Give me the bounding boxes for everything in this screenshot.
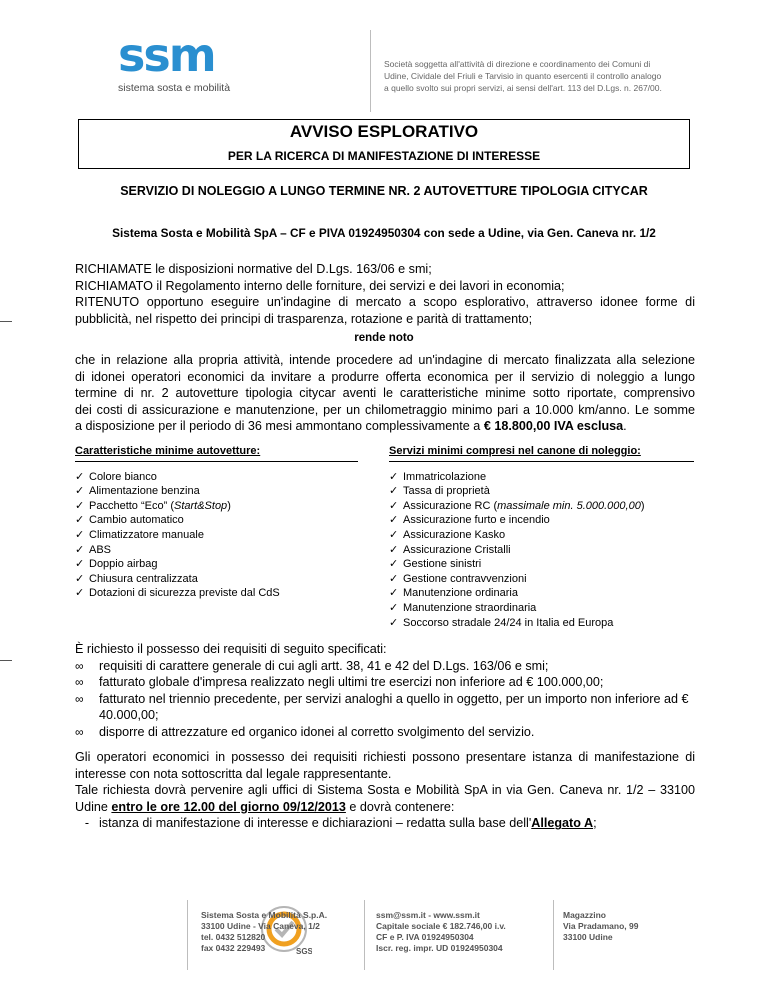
page-title: AVVISO ESPLORATIVO bbox=[289, 122, 479, 141]
service-item bbox=[389, 470, 699, 485]
cert-label: SGS bbox=[296, 947, 312, 956]
closing-line: Gli operatori economici in possesso dei requisiti richiesti possono presentare istanza di manifestazione di bbox=[75, 750, 695, 764]
checkmark-icon: ✓ bbox=[75, 528, 85, 541]
footer-text: Via Pradamano, 99 bbox=[563, 921, 639, 931]
service-item bbox=[389, 513, 699, 528]
infinity-bullet-icon: ∞ bbox=[75, 675, 84, 690]
feature-label: Doppio airbag bbox=[89, 558, 158, 571]
logo-tagline: sistema sosta e mobilità bbox=[118, 82, 231, 94]
service-label: Manutenzione straordinaria bbox=[403, 601, 537, 614]
checkmark-icon: ✓ bbox=[389, 470, 399, 483]
checkmark-icon: ✓ bbox=[75, 470, 85, 483]
footer-text: CF e P. IVA 01924950304 bbox=[376, 932, 474, 942]
body-line: che in relazione alla propria attività, intende procedere ad un'indagine di mercato finalizzata alla selezione bbox=[75, 353, 695, 367]
closing-paragraph bbox=[75, 749, 695, 832]
requirement-text: requisiti di carattere generale di cui agli artt. 38, 41 e 42 del D.Lgs. 163/06 e smi; bbox=[99, 658, 549, 673]
footer-text: tel. 0432 512820 bbox=[201, 932, 266, 942]
footer-text: 33100 Udine bbox=[563, 932, 613, 942]
checkmark-icon: ✓ bbox=[389, 514, 399, 527]
rende-noto: rende noto bbox=[354, 332, 414, 344]
feature-label: Colore bianco bbox=[89, 470, 157, 483]
service-item bbox=[389, 586, 699, 601]
service-label: Manutenzione ordinaria bbox=[403, 587, 518, 600]
service-label: Assicurazione Cristalli bbox=[403, 543, 511, 556]
requirement-item bbox=[75, 658, 695, 675]
footer-divider bbox=[364, 900, 365, 970]
requirements-intro: È richiesto il possesso dei requisiti di seguito specificati: bbox=[75, 642, 387, 656]
infinity-bullet-icon: ∞ bbox=[75, 691, 84, 706]
checkmark-icon: ✓ bbox=[389, 587, 399, 600]
margin-mark bbox=[0, 660, 12, 661]
service-item bbox=[389, 484, 699, 499]
annex-reference: Allegato A bbox=[531, 816, 594, 831]
closing-text: ; bbox=[593, 816, 597, 831]
feature-text-italic: Start&Stop bbox=[173, 499, 228, 512]
requirement-item bbox=[75, 691, 695, 724]
checkmark-icon: ✓ bbox=[75, 587, 85, 600]
features-rule bbox=[75, 461, 358, 462]
footer-text: Sistema Sosta e Mobilità S.p.A. bbox=[201, 910, 328, 920]
checkmark-icon: ✓ bbox=[75, 558, 85, 571]
checkmark-icon: ✓ bbox=[389, 543, 399, 556]
body-line bbox=[75, 418, 695, 435]
preamble-line: RICHIAMATO il Regolamento interno delle forniture, dei servizi e dei lavori in economia; bbox=[75, 278, 565, 293]
total-amount: € 18.800,00 IVA esclusa bbox=[483, 419, 624, 434]
service-text: ) bbox=[640, 499, 645, 512]
footer-text: Iscr. reg. impr. UD 01924950304 bbox=[376, 943, 503, 953]
checkmark-icon: ✓ bbox=[389, 616, 399, 629]
logo-wordmark: ssm bbox=[118, 28, 215, 82]
body-line: dei costi di assicurazione e manutenzione, per un chilometraggio minimo pari a 10.000 km/anno. Le somme bbox=[75, 402, 695, 417]
service-item bbox=[389, 499, 699, 514]
checkmark-icon: ✓ bbox=[389, 601, 399, 614]
infinity-bullet-icon: ∞ bbox=[75, 658, 84, 673]
requirement-text: fatturato nel triennio precedente, per servizi analoghi a quello in oggetto, per un importo non inferiore ad € 40.000,00; bbox=[99, 691, 689, 723]
body-paragraph bbox=[75, 352, 695, 435]
feature-item bbox=[75, 557, 365, 572]
service-title: SERVIZIO DI NOLEGGIO A LUNGO TERMINE NR. 2 AUTOVETTURE TIPOLOGIA CITYCAR bbox=[120, 184, 648, 198]
body-line: di idonei operatori economici da invitare a produrre offerta economica per il servizio di noleggio a lungo bbox=[75, 369, 695, 384]
footer-contacts bbox=[376, 910, 506, 954]
deadline: entro le ore 12.00 del giorno 09/12/2013 bbox=[111, 799, 346, 814]
body-line: termine di nr. 2 autovetture tipologia citycar aventi le caratteristiche minime sotto riportate, comprensivo bbox=[75, 386, 695, 401]
service-item bbox=[389, 528, 699, 543]
feature-label: Dotazioni di sicurezza previste dal CdS bbox=[89, 587, 280, 600]
services-rule bbox=[389, 461, 694, 462]
checkmark-icon: ✓ bbox=[389, 499, 399, 512]
feature-label bbox=[89, 499, 231, 514]
feature-label: Chiusura centralizzata bbox=[89, 572, 198, 585]
checkmark-icon: ✓ bbox=[75, 572, 85, 585]
checkmark-icon: ✓ bbox=[389, 485, 399, 498]
service-text: Assicurazione RC ( bbox=[403, 499, 498, 512]
header-divider bbox=[370, 30, 371, 112]
requirement-item bbox=[75, 724, 695, 741]
page-subtitle: PER LA RICERCA DI MANIFESTAZIONE DI INTERESSE bbox=[227, 149, 541, 163]
feature-item bbox=[75, 572, 365, 587]
preamble-line: RICHIAMATE le disposizioni normative del D.Lgs. 163/06 e smi; bbox=[75, 262, 432, 276]
requirements bbox=[75, 641, 695, 741]
feature-text: ) bbox=[227, 499, 231, 512]
header-note-line: Udine, Cividale del Friuli e Tarvisio in quanto esercenti il controllo analogo bbox=[384, 71, 662, 81]
services-column bbox=[389, 444, 699, 630]
preamble bbox=[75, 261, 695, 327]
features-heading: Caratteristiche minime autovetture: bbox=[75, 445, 261, 457]
footer-warehouse bbox=[563, 910, 638, 943]
service-label bbox=[403, 499, 645, 514]
service-label: Gestione contravvenzioni bbox=[403, 572, 527, 585]
service-label: Gestione sinistri bbox=[403, 558, 482, 571]
company-logo bbox=[112, 28, 232, 98]
footer-text: fax 0432 229493 bbox=[201, 943, 266, 953]
service-item bbox=[389, 616, 699, 631]
checkmark-icon: ✓ bbox=[75, 543, 85, 556]
body-text: a disposizione per il periodo di 36 mesi ammontano complessivamente a bbox=[75, 419, 484, 434]
service-label: Immatricolazione bbox=[403, 470, 487, 483]
service-text-italic: massimale min. 5.000.000,00 bbox=[497, 499, 641, 512]
closing-text: istanza di manifestazione di interesse e dichiarazioni – redatta sulla base dell' bbox=[99, 816, 532, 831]
feature-label: ABS bbox=[89, 543, 112, 556]
feature-label: Cambio automatico bbox=[89, 514, 184, 527]
header-legal-note bbox=[384, 58, 684, 94]
closing-line: interesse con nota sottoscritta dal legale rappresentante. bbox=[75, 766, 392, 781]
feature-item bbox=[75, 499, 365, 514]
closing-line bbox=[75, 815, 695, 832]
service-item bbox=[389, 557, 699, 572]
service-label: Assicurazione furto e incendio bbox=[403, 514, 550, 527]
title-box bbox=[78, 119, 690, 169]
closing-text: Udine bbox=[75, 799, 112, 814]
requirement-text: fatturato globale d'impresa realizzato negli ultimi tre esercizi non inferiore ad € 100.000,00; bbox=[99, 675, 604, 690]
header-note-line: Società soggetta all'attività di direzione e coordinamento dei Comuni di bbox=[384, 59, 651, 69]
checkmark-icon: ✓ bbox=[389, 528, 399, 541]
body-text: . bbox=[623, 419, 627, 434]
checkmark-icon: ✓ bbox=[75, 485, 85, 498]
footer-text: ssm@ssm.it - www.ssm.it bbox=[376, 910, 480, 920]
footer-text: Capitale sociale € 182.746,00 i.v. bbox=[376, 921, 506, 931]
feature-item bbox=[75, 586, 365, 601]
service-item bbox=[389, 572, 699, 587]
checkmark-icon: ✓ bbox=[75, 514, 85, 527]
service-label: Soccorso stradale 24/24 in Italia ed Europa bbox=[403, 616, 614, 629]
footer-company bbox=[201, 910, 327, 954]
closing-line: Tale richiesta dovrà pervenire agli uffici di Sistema Sosta e Mobilità SpA in via Gen. Caneva nr. 1/2 – 33100 bbox=[75, 783, 695, 798]
features-column bbox=[75, 444, 365, 601]
service-item bbox=[389, 543, 699, 558]
header-note-line: a quello svolto sui propri servizi, ai sensi dell'art. 113 del D.Lgs. n. 267/00. bbox=[384, 83, 662, 93]
service-label: Tassa di proprietà bbox=[403, 485, 490, 498]
service-item bbox=[389, 601, 699, 616]
feature-label: Climatizzatore manuale bbox=[89, 528, 204, 541]
dash-bullet: - bbox=[84, 816, 90, 831]
footer-divider bbox=[553, 900, 554, 970]
feature-item bbox=[75, 528, 365, 543]
preamble-line: pubblicità, nel rispetto dei principi di trasparenza, rotazione e parità di trattamento; bbox=[75, 311, 533, 326]
requirement-text: disporre di attrezzature ed organico idonei al corretto svolgimento del servizio. bbox=[99, 724, 535, 739]
checkmark-icon: ✓ bbox=[75, 499, 85, 512]
preamble-line: RITENUTO opportuno eseguire un'indagine di mercato a scopo esplorativo, attraverso idonee forme di bbox=[75, 295, 695, 310]
company-line: Sistema Sosta e Mobilità SpA – CF e PIVA 01924950304 con sede a Udine, via Gen. Caneva nr. 1/2 bbox=[112, 226, 656, 240]
feature-label: Alimentazione benzina bbox=[89, 485, 200, 498]
checkmark-icon: ✓ bbox=[389, 558, 399, 571]
margin-mark bbox=[0, 321, 12, 322]
feature-item bbox=[75, 484, 365, 499]
feature-text: Pacchetto “Eco” ( bbox=[89, 499, 174, 512]
footer-text: 33100 Udine - Via Caneva, 1/2 bbox=[201, 921, 320, 931]
services-heading: Servizi minimi compresi nel canone di noleggio: bbox=[389, 445, 641, 457]
checkmark-icon: ✓ bbox=[389, 572, 399, 585]
feature-item bbox=[75, 543, 365, 558]
feature-item bbox=[75, 513, 365, 528]
closing-text: e dovrà contenere: bbox=[345, 799, 455, 814]
footer-divider bbox=[187, 900, 188, 970]
feature-item bbox=[75, 470, 365, 485]
requirement-item bbox=[75, 674, 695, 691]
footer-text: Magazzino bbox=[563, 910, 606, 920]
service-label: Assicurazione Kasko bbox=[403, 528, 506, 541]
closing-line bbox=[75, 799, 695, 816]
infinity-bullet-icon: ∞ bbox=[75, 724, 84, 739]
